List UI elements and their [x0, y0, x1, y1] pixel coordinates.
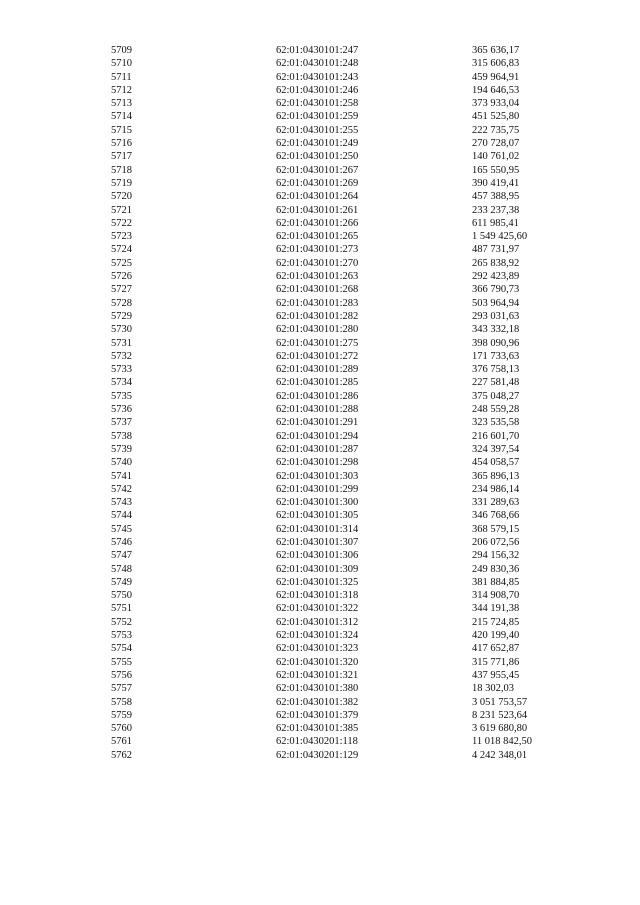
- table-row: [0, 270, 640, 283]
- table-row: [0, 589, 640, 602]
- row-number-cell: 5716: [111, 138, 132, 150]
- row-number-cell: 5732: [111, 350, 132, 362]
- cadastral-number-cell: 62:01:0430101:294: [276, 430, 359, 442]
- row-number-cell: 5747: [111, 550, 132, 562]
- row-number-cell: 5750: [111, 590, 132, 602]
- cadastral-number-cell: 62:01:0430101:259: [276, 111, 359, 123]
- row-number-cell: 5736: [111, 404, 132, 416]
- row-number-cell: 5713: [111, 98, 132, 110]
- row-number-cell: 5753: [111, 630, 132, 642]
- cadastral-number-cell: 62:01:0430101:273: [276, 244, 359, 256]
- cadastral-number-cell: 62:01:0430101:247: [276, 45, 359, 56]
- cadastral-number-cell: 62:01:0430101:261: [276, 204, 359, 216]
- cadastral-value-cell: 365 636,17: [472, 45, 520, 56]
- cadastral-value-table: [0, 44, 640, 762]
- table-row: [0, 390, 640, 403]
- cadastral-value-cell: 222 735,75: [472, 124, 520, 136]
- table-row: [0, 283, 640, 296]
- row-number-cell: 5740: [111, 457, 132, 469]
- cadastral-value-cell: 437 955,45: [472, 669, 520, 681]
- table-row: [0, 642, 640, 655]
- row-number-cell: 5745: [111, 523, 132, 535]
- row-number-cell: 5737: [111, 417, 132, 429]
- cadastral-number-cell: 62:01:0430101:324: [276, 630, 359, 642]
- cadastral-number-cell: 62:01:0430101:318: [276, 590, 359, 602]
- cadastral-number-cell: 62:01:0430101:248: [276, 58, 359, 70]
- row-number-cell: 5752: [111, 616, 132, 628]
- cadastral-value-cell: 390 419,41: [472, 177, 520, 189]
- cadastral-number-cell: 62:01:0430101:270: [276, 257, 359, 269]
- cadastral-number-cell: 62:01:0430101:269: [276, 177, 359, 189]
- cadastral-number-cell: 62:01:0430101:314: [276, 523, 359, 535]
- cadastral-value-cell: 194 646,53: [472, 84, 520, 96]
- cadastral-value-cell: 503 964,94: [472, 297, 520, 309]
- row-number-cell: 5751: [111, 603, 132, 615]
- cadastral-value-cell: 248 559,28: [472, 404, 520, 416]
- row-number-cell: 5710: [111, 58, 132, 70]
- row-number-cell: 5746: [111, 536, 132, 548]
- table-row: [0, 656, 640, 669]
- cadastral-value-cell: 292 423,89: [472, 271, 520, 283]
- table-row: [0, 749, 640, 762]
- cadastral-value-cell: 8 231 523,64: [472, 709, 528, 721]
- cadastral-value-cell: 398 090,96: [472, 337, 520, 349]
- cadastral-number-cell: 62:01:0430101:255: [276, 124, 359, 136]
- cadastral-value-cell: 293 031,63: [472, 310, 520, 322]
- cadastral-value-cell: 343 332,18: [472, 324, 520, 336]
- table-row: [0, 576, 640, 589]
- cadastral-value-cell: 18 302,03: [472, 683, 514, 695]
- cadastral-number-cell: 62:01:0430101:258: [276, 98, 359, 110]
- row-number-cell: 5734: [111, 377, 132, 389]
- row-number-cell: 5749: [111, 576, 132, 588]
- table-row: [0, 323, 640, 336]
- row-number-cell: 5717: [111, 151, 132, 163]
- row-number-cell: 5731: [111, 337, 132, 349]
- row-number-cell: 5728: [111, 297, 132, 309]
- table-row: [0, 44, 640, 57]
- cadastral-value-cell: 227 581,48: [472, 377, 520, 389]
- row-number-cell: 5720: [111, 191, 132, 203]
- cadastral-number-cell: 62:01:0430101:300: [276, 497, 359, 509]
- table-row: [0, 57, 640, 70]
- cadastral-value-cell: 611 985,41: [472, 217, 519, 229]
- cadastral-value-cell: 270 728,07: [472, 138, 520, 150]
- cadastral-value-cell: 315 606,83: [472, 58, 520, 70]
- table-row: [0, 629, 640, 642]
- cadastral-number-cell: 62:01:0430101:298: [276, 457, 359, 469]
- row-number-cell: 5743: [111, 497, 132, 509]
- cadastral-value-cell: 3 619 680,80: [472, 723, 528, 735]
- cadastral-value-cell: 324 397,54: [472, 443, 520, 455]
- table-row: [0, 204, 640, 217]
- cadastral-number-cell: 62:01:0430101:312: [276, 616, 359, 628]
- row-number-cell: 5723: [111, 231, 132, 243]
- cadastral-number-cell: 62:01:0430101:291: [276, 417, 359, 429]
- cadastral-value-cell: 234 986,14: [472, 483, 520, 495]
- cadastral-number-cell: 62:01:0430201:118: [276, 736, 358, 748]
- cadastral-number-cell: 62:01:0430101:306: [276, 550, 359, 562]
- table-row: [0, 297, 640, 310]
- cadastral-value-cell: 487 731,97: [472, 244, 520, 256]
- cadastral-value-cell: 1 549 425,60: [472, 231, 528, 243]
- row-number-cell: 5757: [111, 683, 132, 695]
- table-row: [0, 71, 640, 84]
- table-row: [0, 430, 640, 443]
- cadastral-number-cell: 62:01:0430101:303: [276, 470, 359, 482]
- cadastral-value-cell: 171 733,63: [472, 350, 520, 362]
- cadastral-value-cell: 346 768,66: [472, 510, 520, 522]
- row-number-cell: 5709: [111, 45, 132, 56]
- table-row: [0, 363, 640, 376]
- cadastral-value-cell: 420 199,40: [472, 630, 520, 642]
- cadastral-number-cell: 62:01:0430101:268: [276, 284, 359, 296]
- cadastral-number-cell: 62:01:0430101:285: [276, 377, 359, 389]
- row-number-cell: 5730: [111, 324, 132, 336]
- row-number-cell: 5722: [111, 217, 132, 229]
- table-row: [0, 243, 640, 256]
- row-number-cell: 5748: [111, 563, 132, 575]
- cadastral-value-cell: 368 579,15: [472, 523, 520, 535]
- cadastral-value-cell: 373 933,04: [472, 98, 520, 110]
- row-number-cell: 5742: [111, 483, 132, 495]
- table-row: [0, 257, 640, 270]
- row-number-cell: 5725: [111, 257, 132, 269]
- table-row: [0, 496, 640, 509]
- table-row: [0, 124, 640, 137]
- cadastral-value-cell: 454 058,57: [472, 457, 520, 469]
- cadastral-number-cell: 62:01:0430101:272: [276, 350, 359, 362]
- cadastral-value-cell: 457 388,95: [472, 191, 520, 203]
- row-number-cell: 5715: [111, 124, 132, 136]
- row-number-cell: 5758: [111, 696, 132, 708]
- table-row: [0, 110, 640, 123]
- row-number-cell: 5739: [111, 443, 132, 455]
- row-number-cell: 5711: [111, 71, 132, 83]
- row-number-cell: 5756: [111, 669, 132, 681]
- table-row: [0, 443, 640, 456]
- cadastral-value-cell: 451 525,80: [472, 111, 520, 123]
- cadastral-value-cell: 366 790,73: [472, 284, 520, 296]
- table-row: [0, 217, 640, 230]
- cadastral-value-cell: 365 896,13: [472, 470, 520, 482]
- table-row: [0, 509, 640, 522]
- table-row: [0, 177, 640, 190]
- cadastral-number-cell: 62:01:0430101:282: [276, 310, 359, 322]
- cadastral-number-cell: 62:01:0430101:265: [276, 231, 359, 243]
- table-row: [0, 137, 640, 150]
- cadastral-number-cell: 62:01:0430101:307: [276, 536, 359, 548]
- row-number-cell: 5729: [111, 310, 132, 322]
- table-row: [0, 456, 640, 469]
- cadastral-number-cell: 62:01:0430101:246: [276, 84, 359, 96]
- cadastral-value-cell: 323 535,58: [472, 417, 520, 429]
- row-number-cell: 5754: [111, 643, 132, 655]
- row-number-cell: 5714: [111, 111, 132, 123]
- cadastral-value-cell: 417 652,87: [472, 643, 520, 655]
- cadastral-number-cell: 62:01:0430101:249: [276, 138, 359, 150]
- table-row: [0, 376, 640, 389]
- table-row: [0, 735, 640, 748]
- row-number-cell: 5735: [111, 390, 132, 402]
- table-row: [0, 616, 640, 629]
- table-row: [0, 470, 640, 483]
- cadastral-value-cell: 249 830,36: [472, 563, 520, 575]
- cadastral-value-cell: 315 771,86: [472, 656, 520, 668]
- cadastral-number-cell: 62:01:0430101:275: [276, 337, 359, 349]
- table-row: [0, 483, 640, 496]
- cadastral-value-cell: 216 601,70: [472, 430, 520, 442]
- row-number-cell: 5719: [111, 177, 132, 189]
- table-row: [0, 696, 640, 709]
- table-row: [0, 563, 640, 576]
- cadastral-number-cell: 62:01:0430101:322: [276, 603, 359, 615]
- cadastral-number-cell: 62:01:0430101:288: [276, 404, 359, 416]
- table-row: [0, 350, 640, 363]
- cadastral-value-cell: 3 051 753,57: [472, 696, 528, 708]
- cadastral-number-cell: 62:01:0430101:382: [276, 696, 359, 708]
- cadastral-number-cell: 62:01:0430101:379: [276, 709, 359, 721]
- table-row: [0, 682, 640, 695]
- cadastral-value-cell: 206 072,56: [472, 536, 520, 548]
- row-number-cell: 5712: [111, 84, 132, 96]
- table-row: [0, 164, 640, 177]
- row-number-cell: 5762: [111, 749, 132, 761]
- cadastral-number-cell: 62:01:0430101:287: [276, 443, 359, 455]
- cadastral-number-cell: 62:01:0430101:380: [276, 683, 359, 695]
- cadastral-number-cell: 62:01:0430201:129: [276, 749, 359, 761]
- cadastral-value-cell: 344 191,38: [472, 603, 520, 615]
- table-row: [0, 669, 640, 682]
- row-number-cell: 5755: [111, 656, 132, 668]
- row-number-cell: 5760: [111, 723, 132, 735]
- table-row: [0, 310, 640, 323]
- table-row: [0, 230, 640, 243]
- cadastral-number-cell: 62:01:0430101:264: [276, 191, 359, 203]
- cadastral-value-cell: 233 237,38: [472, 204, 520, 216]
- cadastral-number-cell: 62:01:0430101:305: [276, 510, 359, 522]
- row-number-cell: 5738: [111, 430, 132, 442]
- cadastral-number-cell: 62:01:0430101:289: [276, 364, 359, 376]
- cadastral-number-cell: 62:01:0430101:263: [276, 271, 359, 283]
- row-number-cell: 5721: [111, 204, 132, 216]
- cadastral-value-cell: 140 761,02: [472, 151, 520, 163]
- cadastral-number-cell: 62:01:0430101:325: [276, 576, 359, 588]
- row-number-cell: 5733: [111, 364, 132, 376]
- cadastral-number-cell: 62:01:0430101:321: [276, 669, 359, 681]
- cadastral-number-cell: 62:01:0430101:286: [276, 390, 359, 402]
- cadastral-number-cell: 62:01:0430101:323: [276, 643, 359, 655]
- cadastral-value-cell: 294 156,32: [472, 550, 520, 562]
- table-row: [0, 602, 640, 615]
- cadastral-number-cell: 62:01:0430101:243: [276, 71, 359, 83]
- cadastral-value-cell: 11 018 842,50: [472, 736, 532, 748]
- cadastral-value-cell: 375 048,27: [472, 390, 520, 402]
- cadastral-value-cell: 381 884,85: [472, 576, 520, 588]
- cadastral-value-cell: 376 758,13: [472, 364, 520, 376]
- cadastral-value-cell: 265 838,92: [472, 257, 520, 269]
- cadastral-value-cell: 165 550,95: [472, 164, 520, 176]
- table-row: [0, 549, 640, 562]
- row-number-cell: 5718: [111, 164, 132, 176]
- cadastral-value-cell: 331 289,63: [472, 497, 520, 509]
- cadastral-number-cell: 62:01:0430101:320: [276, 656, 359, 668]
- cadastral-number-cell: 62:01:0430101:280: [276, 324, 359, 336]
- cadastral-number-cell: 62:01:0430101:283: [276, 297, 359, 309]
- row-number-cell: 5744: [111, 510, 132, 522]
- cadastral-number-cell: 62:01:0430101:385: [276, 723, 359, 735]
- table-row: [0, 403, 640, 416]
- cadastral-value-cell: 4 242 348,01: [472, 749, 528, 761]
- cadastral-number-cell: 62:01:0430101:267: [276, 164, 359, 176]
- cadastral-value-cell: 459 964,91: [472, 71, 520, 83]
- row-number-cell: 5727: [111, 284, 132, 296]
- cadastral-value-cell: 314 908,70: [472, 590, 520, 602]
- row-number-cell: 5741: [111, 470, 132, 482]
- cadastral-number-cell: 62:01:0430101:299: [276, 483, 359, 495]
- table-row: [0, 523, 640, 536]
- row-number-cell: 5726: [111, 271, 132, 283]
- table-row: [0, 190, 640, 203]
- table-row: [0, 337, 640, 350]
- table-row: [0, 97, 640, 110]
- row-number-cell: 5724: [111, 244, 132, 256]
- cadastral-number-cell: 62:01:0430101:309: [276, 563, 359, 575]
- table-row: [0, 722, 640, 735]
- table-row: [0, 84, 640, 97]
- cadastral-value-cell: 215 724,85: [472, 616, 520, 628]
- cadastral-number-cell: 62:01:0430101:250: [276, 151, 359, 163]
- row-number-cell: 5761: [111, 736, 132, 748]
- table-row: [0, 416, 640, 429]
- table-row: [0, 536, 640, 549]
- row-number-cell: 5759: [111, 709, 132, 721]
- cadastral-number-cell: 62:01:0430101:266: [276, 217, 359, 229]
- table-row: [0, 150, 640, 163]
- table-row: [0, 709, 640, 722]
